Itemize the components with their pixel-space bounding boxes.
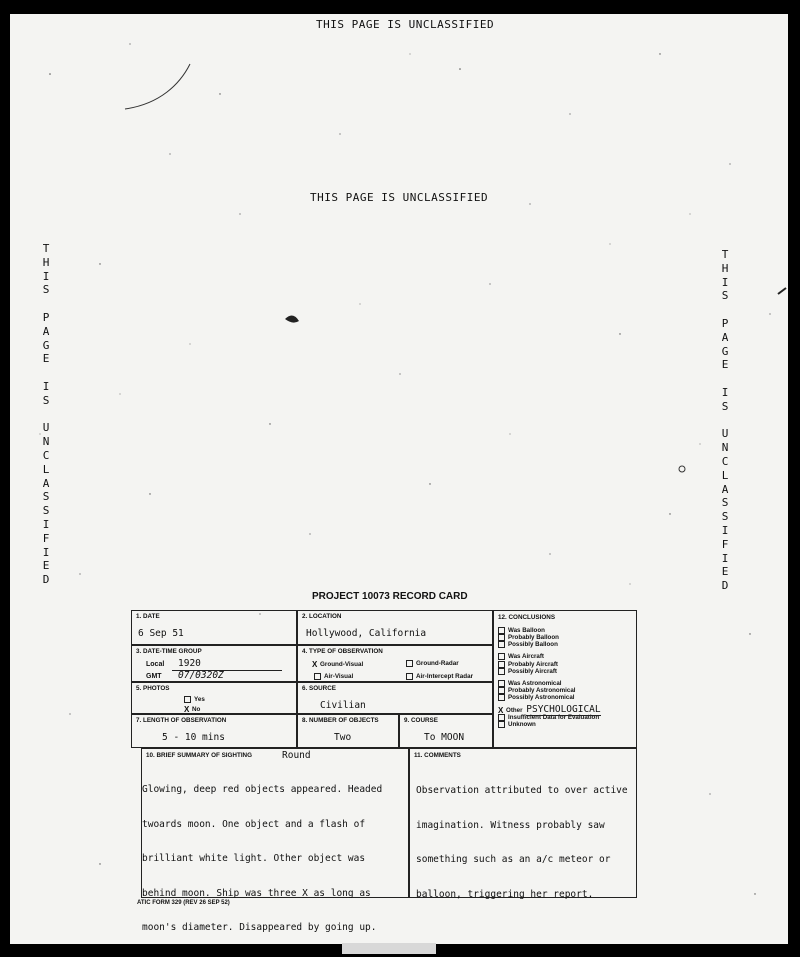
- type-of-observation-label: 4. TYPE OF OBSERVATION: [302, 648, 383, 655]
- conclusions-label: 12. CONCLUSIONS: [498, 614, 556, 621]
- length-of-observation-label: 7. LENGTH OF OBSERVATION: [136, 717, 227, 724]
- ground-radar-checkbox: [406, 660, 413, 667]
- summary-line: twoards moon. One object and a flash of: [142, 818, 366, 830]
- sighting-shape-value: Round: [282, 750, 311, 761]
- photos-yes-checkbox: [184, 696, 191, 703]
- type-of-observation-cell: [297, 645, 493, 682]
- conclusion-insufficient-data: Insufficient Data for Evaluation: [498, 714, 601, 721]
- course-label: 9. COURSE: [404, 717, 438, 724]
- conclusion-probably-astronomical: Probably Astronomical: [498, 687, 601, 694]
- air-visual-checkbox: [314, 673, 321, 680]
- ground-visual-option: X Ground-Visual: [312, 660, 364, 669]
- form-number: ATIC FORM 329 (REV 26 SEP 52): [137, 900, 230, 906]
- brief-summary-label: 10. BRIEF SUMMARY OF SIGHTING: [146, 752, 253, 759]
- date-cell: [131, 610, 297, 645]
- conclusion-was-aircraft: Was Aircraft: [498, 653, 601, 660]
- date-time-group-cell: [131, 645, 297, 682]
- comments-label: 11. COMMENTS: [414, 752, 461, 759]
- date-time-group-label: 3. DATE-TIME GROUP: [136, 648, 202, 655]
- photos-cell: [131, 682, 297, 714]
- conclusion-was-astronomical: Was Astronomical: [498, 680, 601, 687]
- summary-line: moon's diameter. Disappeared by going up.: [142, 922, 377, 933]
- photos-yes-option: Yes: [184, 696, 205, 703]
- photos-no-checkmark: X: [184, 705, 190, 714]
- number-of-objects-cell: [297, 714, 399, 748]
- summary-line: Glowing, deep red objects appeared. Headed: [142, 784, 383, 795]
- comment-line: something such as an a/c meteor or: [416, 854, 611, 865]
- right-vertical-classification-banner: T H I S P A G E I S U N C L A S S I F I E D: [721, 248, 729, 593]
- gmt-time-value: 07/0320Z: [178, 670, 224, 681]
- conclusions-list: [498, 627, 601, 729]
- comment-line: imagination. Witness probably saw: [416, 819, 605, 831]
- conclusion-unknown: Unknown: [498, 721, 601, 728]
- course-cell: [399, 714, 493, 748]
- location-cell: [297, 610, 493, 645]
- photos-no-option: X No: [184, 705, 201, 714]
- scan-edge-strip: [342, 943, 436, 954]
- comment-line: balloon, triggering her report.: [416, 888, 594, 900]
- local-time-value: 1920: [178, 658, 201, 669]
- source-label: 6. SOURCE: [302, 685, 336, 692]
- brief-summary-text: [142, 761, 382, 957]
- top-classification-banner: THIS PAGE IS UNCLASSIFIED: [316, 18, 495, 31]
- conclusion-was-balloon: Was Balloon: [498, 627, 601, 634]
- conclusion-probably-balloon: Probably Balloon: [498, 634, 601, 641]
- conclusion-possibly-balloon: Possibly Balloon: [498, 641, 601, 648]
- ground-visual-checkmark: X: [312, 660, 318, 669]
- conclusion-other-checkmark: X: [498, 706, 504, 716]
- location-value: Hollywood, California: [306, 628, 427, 639]
- date-value: 6 Sep 51: [138, 628, 184, 639]
- ground-radar-option: Ground-Radar: [406, 660, 459, 667]
- course-value: To MOON: [424, 732, 465, 743]
- air-intercept-radar-option: Air-Intercept Radar: [406, 673, 473, 680]
- conclusion-probably-aircraft: Probably Aircraft: [498, 661, 601, 668]
- number-of-objects-value: Two: [334, 732, 352, 743]
- air-intercept-radar-checkbox: [406, 673, 413, 680]
- conclusion-possibly-astronomical: Possibly Astronomical: [498, 694, 601, 701]
- left-vertical-classification-banner: T H I S P A G E I S U N C L A S S I F I E D: [42, 242, 50, 587]
- air-visual-option: Air-Visual: [314, 673, 353, 680]
- source-cell: [297, 682, 493, 714]
- location-label: 2. LOCATION: [302, 613, 342, 620]
- source-value: Civilian: [320, 700, 366, 711]
- conclusion-other-value: PSYCHOLOGICAL: [526, 704, 601, 716]
- local-label: Local: [146, 661, 165, 668]
- gmt-label: GMT: [146, 673, 162, 680]
- summary-line: brilliant white light. Other object was: [142, 853, 366, 864]
- summary-line: behind moon. Ship was three X as long as: [142, 887, 371, 899]
- middle-classification-banner: THIS PAGE IS UNCLASSIFIED: [310, 191, 489, 204]
- photos-label: 5. PHOTOS: [136, 685, 170, 692]
- length-of-observation-value: 5 - 10 mins: [162, 732, 225, 743]
- number-of-objects-label: 8. NUMBER OF OBJECTS: [302, 717, 379, 724]
- conclusion-possibly-aircraft: Possibly Aircraft: [498, 668, 601, 675]
- length-of-observation-cell: [131, 714, 297, 748]
- record-card-title: PROJECT 10073 RECORD CARD: [312, 591, 468, 602]
- comments-cell: [409, 748, 637, 898]
- date-label: 1. DATE: [136, 613, 160, 620]
- comments-text: [416, 762, 628, 923]
- conclusion-other: X Other PSYCHOLOGICAL: [498, 704, 601, 716]
- comment-line: Observation attributed to over active: [416, 785, 628, 796]
